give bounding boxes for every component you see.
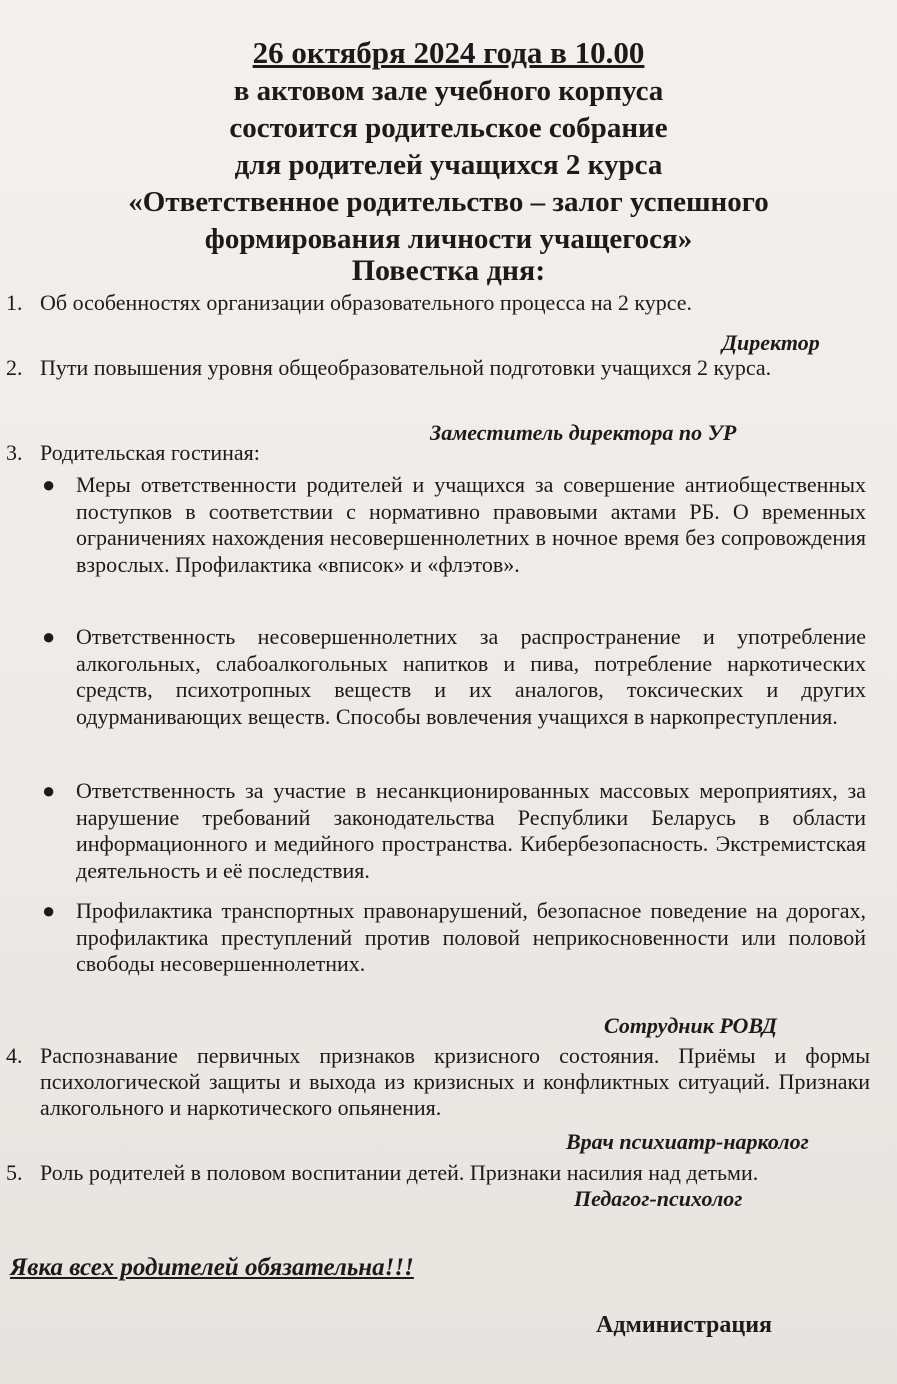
speaker-psychiatrist: Врач психиатр-нарколог: [566, 1129, 809, 1154]
topic-text: Профилактика транспортных правонарушений, безопасное поведение на дорогах, профилактика преступлений против половой неприкосновенности или половой свободы несовершеннолетних.: [76, 898, 866, 976]
speaker-police-officer: Сотрудник РОВД: [604, 1013, 777, 1038]
announcement-header: [0, 34, 897, 258]
agenda-title: Повестка дня:: [351, 254, 546, 287]
bullet-dot: ●: [42, 898, 56, 923]
agenda-item-text: Роль родителей в половом воспитании детей. Признаки насилия над детьми.: [40, 1160, 759, 1185]
agenda-item-text: Родительская гостиная:: [40, 440, 260, 465]
topic-text: Ответственность за участие в несанкционированных массовых мероприятиях, за нарушение требований законодательства Республики Беларусь в области информационного и медийного пространства. Кибербезопасность. Экстремистская деятельность и её последствия.: [76, 778, 866, 883]
signature-administration: Администрация: [596, 1312, 773, 1338]
meeting-theme-line1: «Ответственное родительство – залог успешного: [128, 186, 769, 218]
meeting-event: состоится родительское собрание: [229, 112, 668, 144]
mandatory-attendance-note: Явка всех родителей обязательна!!!: [10, 1254, 414, 1281]
meeting-place: в актовом зале учебного корпуса: [233, 75, 664, 107]
topic-text: Меры ответственности родителей и учащихся за совершение антиобщественных поступков в соответствии с нормативно правовыми актами РБ. О временных ограничениях нахождения несовершеннолетних в ночное время без сопровождения взрослых. Профилактика «вписок» и «флэтов».: [76, 472, 866, 577]
speaker-deputy-director: Заместитель директора по УР: [430, 420, 737, 445]
meeting-theme-line2: формирования личности учащегося»: [204, 223, 693, 255]
topic-text: Ответственность несовершеннолетних за распространение и употребление алкогольных, слабоалкогольных напитков и пива, потребление наркотических средств, психотропных веществ и их аналогов, токсических и других одурманивающих веществ. Способы вовлечения учащихся в наркопреступления.: [76, 624, 866, 729]
meeting-date: 26 октября 2024 года в 10.00: [252, 35, 645, 70]
agenda-item-number: 1.: [6, 290, 23, 315]
agenda-item-number: 4.: [6, 1043, 23, 1068]
bullet-dot: ●: [42, 778, 56, 803]
agenda-item-number: 3.: [6, 440, 23, 465]
speaker-director: Директор: [722, 330, 820, 355]
bullet-dot: ●: [42, 472, 56, 497]
speaker-psychologist: Педагог-психолог: [574, 1186, 743, 1211]
meeting-audience: для родителей учащихся 2 курса: [234, 149, 663, 181]
agenda-item-number: 2.: [6, 355, 23, 380]
bullet-dot: ●: [42, 624, 56, 649]
agenda-item-text: Об особенностях организации образовательного процесса на 2 курсе.: [40, 290, 693, 315]
agenda-item-number: 5.: [6, 1160, 23, 1185]
agenda-item-text: Пути повышения уровня общеобразовательной подготовки учащихся 2 курса.: [40, 355, 772, 380]
agenda-item-text: Распознавание первичных признаков кризисного состояния. Приёмы и формы психологической защиты и выхода из кризисных и конфликтных ситуаций. Признаки алкогольного и наркотического опьянения.: [40, 1043, 870, 1120]
